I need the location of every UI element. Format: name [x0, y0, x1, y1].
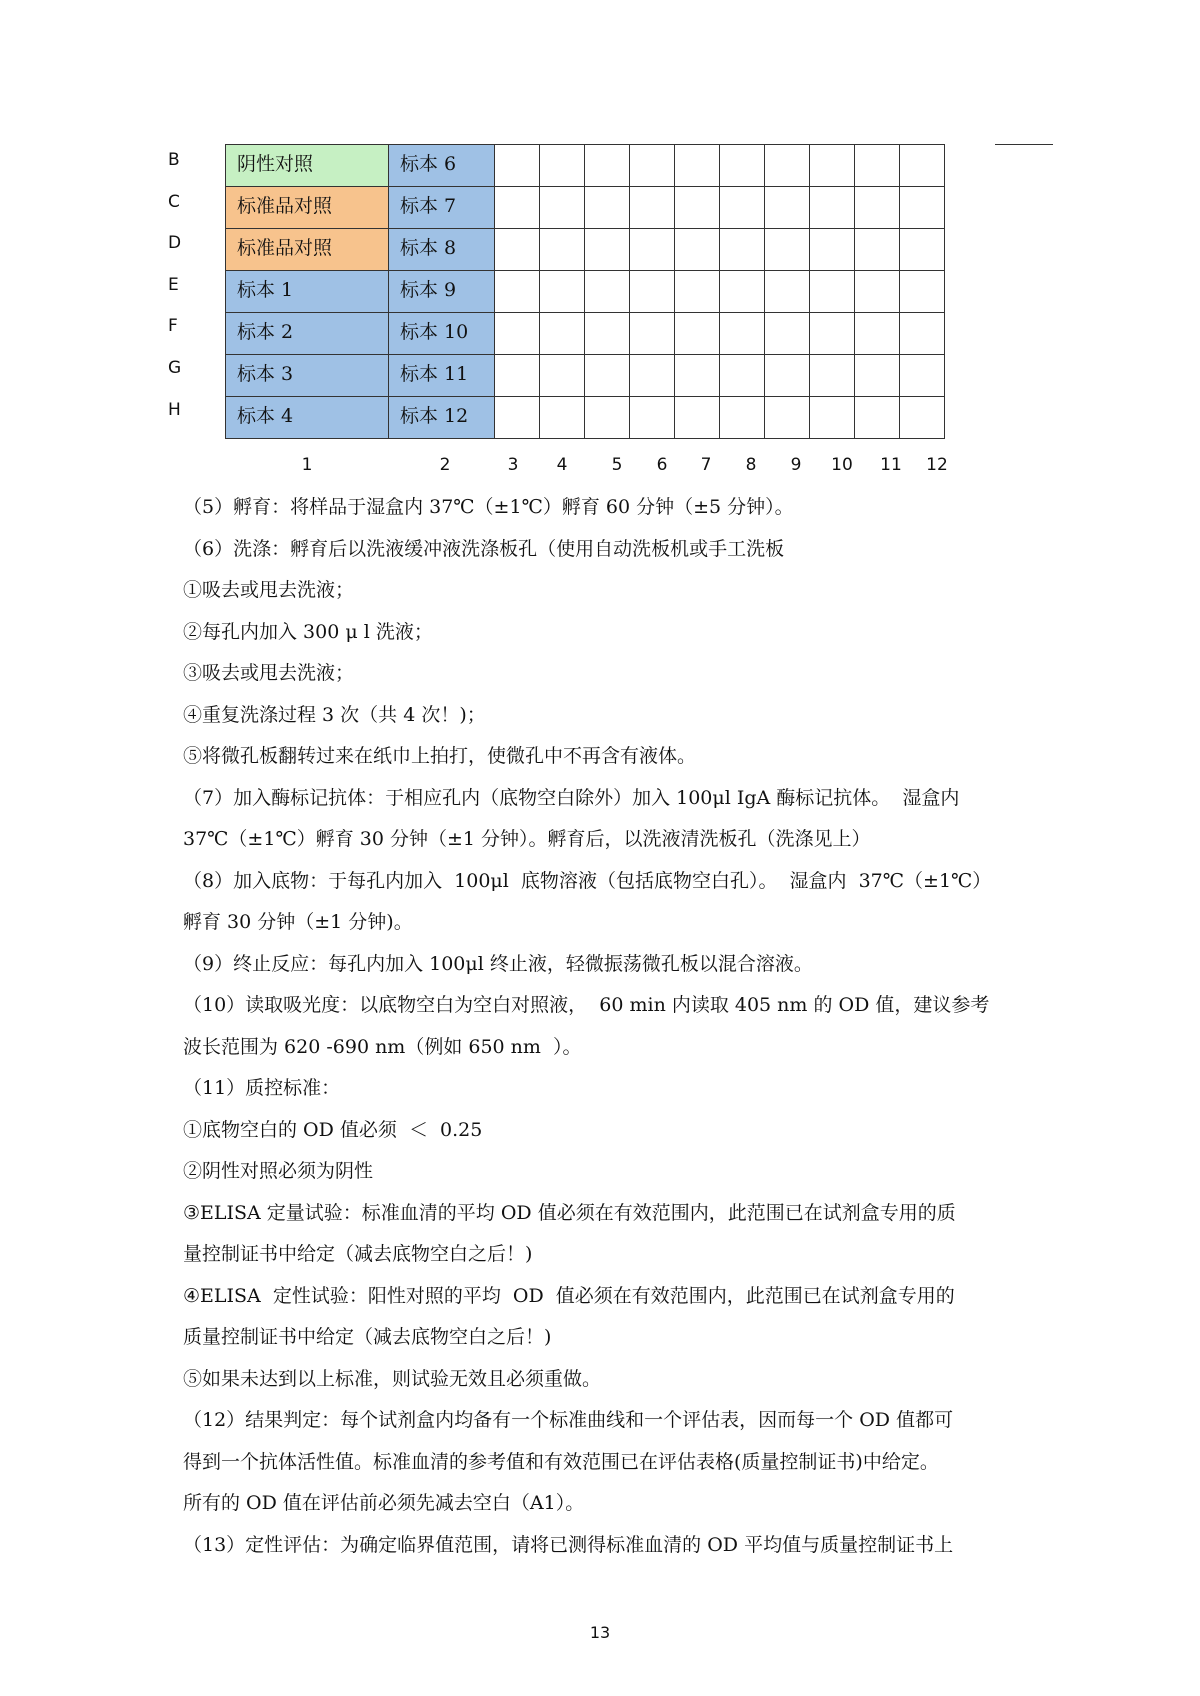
well-label: 标准品对照: [237, 237, 333, 259]
plate-column-label: 8: [745, 455, 757, 475]
plate-well-sample: [389, 229, 495, 271]
plate-top-line: [995, 144, 1053, 145]
text-line: （8）加入底物：于每孔内加入 100μl 底物溶液（包括底物空白孔）。 湿盒内 37℃（±1℃）: [183, 869, 992, 892]
plate-well-empty: [585, 187, 630, 229]
well-label: 标本 4: [237, 405, 294, 427]
plate-row: [226, 313, 945, 355]
plate-well-empty: [765, 187, 810, 229]
plate-well-empty: [900, 229, 945, 271]
plate-well-empty: [765, 271, 810, 313]
text-line: （7）加入酶标记抗体：于相应孔内（底物空白除外）加入 100μl IgA 酶标记抗体。 湿盒内: [183, 786, 960, 809]
well-label: 阴性对照: [237, 153, 314, 175]
well-label: 标本 8: [400, 237, 457, 259]
plate-well-empty: [540, 313, 585, 355]
well-label: 标本 3: [237, 363, 294, 385]
plate-well-control: [226, 313, 389, 355]
plate-well-empty: [720, 187, 765, 229]
plate-well-empty: [585, 397, 630, 439]
plate-well-empty: [855, 271, 900, 313]
plate-well-empty: [675, 271, 720, 313]
plate-row-label: G: [168, 358, 182, 378]
text-line: （10）读取吸光度：以底物空白为空白对照液， 60 min 内读取 405 nm 的 OD 值，建议参考: [183, 994, 990, 1016]
plate-well-empty: [810, 187, 855, 229]
plate-well-empty: [540, 229, 585, 271]
well-label: 标本 11: [400, 363, 469, 385]
plate-well-empty: [810, 271, 855, 313]
plate-column-label: 2: [439, 455, 451, 475]
plate-well-empty: [585, 229, 630, 271]
plate-well-empty: [630, 355, 675, 397]
plate-well-empty: [630, 271, 675, 313]
well-label: 标本 7: [400, 195, 457, 217]
plate-well-control: [226, 271, 389, 313]
plate-well-empty: [585, 271, 630, 313]
text-line: ①吸去或甩去洗液；: [183, 579, 355, 601]
plate-well-empty: [765, 145, 810, 187]
text-line: ③ELISA 定量试验：标准血清的平均 OD 值必须在有效范围内，此范围已在试剂盒专用的质: [183, 1201, 956, 1224]
plate-well-empty: [855, 313, 900, 355]
plate-well-empty: [810, 229, 855, 271]
plate-well-empty: [855, 355, 900, 397]
plate-row-label: F: [168, 316, 178, 337]
plate-well-control: [226, 355, 389, 397]
plate-row: [226, 397, 945, 439]
plate-column-labels: [0, 455, 1200, 481]
plate-well-empty: [675, 355, 720, 397]
well-label: 标本 10: [400, 321, 469, 343]
plate-well-sample: [389, 313, 495, 355]
text-line: ②每孔内加入 300 μ l 洗液；: [183, 620, 433, 643]
well-label: 标准品对照: [237, 195, 333, 217]
well-label: 标本 1: [237, 279, 294, 301]
text-line: 得到一个抗体活性值。标准血清的参考值和有效范围已在评估表格(质量控制证书)中给定。: [183, 1450, 939, 1473]
plate-well-empty: [495, 271, 540, 313]
plate-row-label: H: [168, 399, 181, 420]
plate-well-control: [226, 397, 389, 439]
plate-grid: [225, 144, 945, 439]
text-line: ④ELISA 定性试验：阳性对照的平均 OD 值必须在有效范围内，此范围已在试剂盒专用的: [183, 1284, 955, 1307]
plate-well-empty: [675, 313, 720, 355]
well-label: 标本 2: [237, 321, 294, 343]
text-line: 量控制证书中给定（减去底物空白之后！): [183, 1243, 533, 1265]
plate-well-empty: [810, 313, 855, 355]
plate-well-empty: [630, 187, 675, 229]
procedure-text: [183, 487, 1033, 1566]
text-line: 孵育 30 分钟（±1 分钟)。: [183, 911, 413, 933]
plate-row: [226, 229, 945, 271]
plate-column-label: 11: [880, 455, 902, 475]
plate-well-empty: [630, 229, 675, 271]
plate-well-empty: [900, 271, 945, 313]
plate-well-control: [226, 145, 389, 187]
text-line: 所有的 OD 值在评估前必须先减去空白（A1）。: [183, 1492, 585, 1514]
plate-well-empty: [810, 145, 855, 187]
plate-well-sample: [389, 397, 495, 439]
plate-row: [226, 187, 945, 229]
plate-column-label: 7: [700, 455, 712, 475]
plate-well-empty: [720, 271, 765, 313]
well-label: 标本 12: [400, 405, 469, 427]
plate-column-label: 10: [831, 455, 853, 475]
plate-well-empty: [540, 355, 585, 397]
plate-well-empty: [900, 313, 945, 355]
plate-well-empty: [585, 145, 630, 187]
well-label: 标本 6: [400, 153, 457, 175]
plate-column-label: 12: [926, 455, 948, 475]
plate-well-empty: [540, 271, 585, 313]
plate-well-empty: [720, 397, 765, 439]
plate-well-control: [226, 229, 389, 271]
plate-well-empty: [900, 355, 945, 397]
plate-well-empty: [765, 355, 810, 397]
text-line: 37℃（±1℃）孵育 30 分钟（±1 分钟）。孵育后，以洗液清洗板孔（洗涤见上）: [183, 828, 871, 850]
text-line: ④重复洗涤过程 3 次（共 4 次！)；: [183, 703, 486, 726]
plate-row-label: B: [168, 150, 180, 170]
plate-well-empty: [765, 397, 810, 439]
plate-well-empty: [720, 355, 765, 397]
text-line: （6）洗涤：孵育后以洗液缓冲液洗涤板孔（使用自动洗板机或手工洗板: [183, 537, 785, 560]
plate-well-empty: [855, 397, 900, 439]
plate-well-empty: [540, 145, 585, 187]
plate-row: [226, 355, 945, 397]
plate-well-empty: [900, 145, 945, 187]
plate-well-empty: [495, 355, 540, 397]
plate-well-empty: [720, 313, 765, 355]
plate-well-empty: [855, 187, 900, 229]
plate-column-label: 3: [507, 455, 519, 475]
plate-well-empty: [675, 145, 720, 187]
plate-row-label: E: [168, 274, 179, 295]
plate-row: [226, 271, 945, 313]
plate-well-sample: [389, 187, 495, 229]
plate-column-label: 9: [790, 455, 802, 475]
page-number: 13: [589, 1623, 611, 1642]
plate-column-label: 6: [656, 455, 668, 475]
plate-well-empty: [675, 397, 720, 439]
plate-well-empty: [900, 397, 945, 439]
plate-well-empty: [540, 397, 585, 439]
plate-well-empty: [495, 145, 540, 187]
text-line: ②阴性对照必须为阴性: [183, 1160, 374, 1182]
plate-well-empty: [585, 313, 630, 355]
text-line: （5）孵育：将样品于湿盒内 37℃（±1℃）孵育 60 分钟（±5 分钟）。: [183, 496, 794, 518]
plate-well-empty: [810, 397, 855, 439]
plate-well-empty: [855, 145, 900, 187]
plate-well-empty: [720, 145, 765, 187]
plate-well-sample: [389, 271, 495, 313]
plate-well-empty: [495, 313, 540, 355]
plate-well-empty: [630, 313, 675, 355]
text-line: 波长范围为 620 -690 nm（例如 650 nm ）。: [183, 1035, 582, 1058]
plate-well-empty: [855, 229, 900, 271]
plate-row: [226, 145, 945, 187]
plate-well-empty: [630, 145, 675, 187]
plate-well-control: [226, 187, 389, 229]
plate-column-label: 4: [556, 455, 568, 475]
text-line: （11）质控标准：: [183, 1077, 341, 1099]
plate-well-empty: [495, 187, 540, 229]
text-line: （13）定性评估：为确定临界值范围，请将已测得标准血清的 OD 平均值与质量控制证书上: [183, 1533, 954, 1556]
text-line: （12）结果判定：每个试剂盒内均备有一个标准曲线和一个评估表，因而每一个 OD 值都可: [183, 1409, 954, 1431]
plate-well-empty: [720, 229, 765, 271]
plate-column-label: 1: [301, 455, 313, 475]
plate-column-label: 5: [611, 455, 623, 475]
text-line: （9）终止反应：每孔内加入 100μl 终止液，轻微振荡微孔板以混合溶液。: [183, 952, 813, 975]
plate-well-empty: [630, 397, 675, 439]
plate-row-label: D: [168, 233, 182, 254]
plate-well-empty: [765, 229, 810, 271]
plate-well-empty: [675, 187, 720, 229]
plate-well-empty: [585, 355, 630, 397]
plate-well-empty: [765, 313, 810, 355]
text-line: ①底物空白的 OD 值必须 ＜ 0.25: [183, 1118, 483, 1141]
plate-row-label: C: [168, 191, 180, 212]
plate-well-sample: [389, 145, 495, 187]
plate-well-sample: [389, 355, 495, 397]
plate-well-empty: [540, 187, 585, 229]
plate-well-empty: [900, 187, 945, 229]
text-line: ⑤将微孔板翻转过来在纸巾上拍打，使微孔中不再含有液体。: [183, 745, 697, 767]
plate-well-empty: [810, 355, 855, 397]
well-label: 标本 9: [400, 279, 457, 301]
text-line: ③吸去或甩去洗液；: [183, 662, 355, 684]
text-line: ⑤如果未达到以上标准，则试验无效且必须重做。: [183, 1367, 602, 1390]
plate-well-empty: [495, 229, 540, 271]
plate-well-empty: [495, 397, 540, 439]
plate-well-empty: [675, 229, 720, 271]
text-line: 质量控制证书中给定（减去底物空白之后！): [183, 1326, 552, 1348]
